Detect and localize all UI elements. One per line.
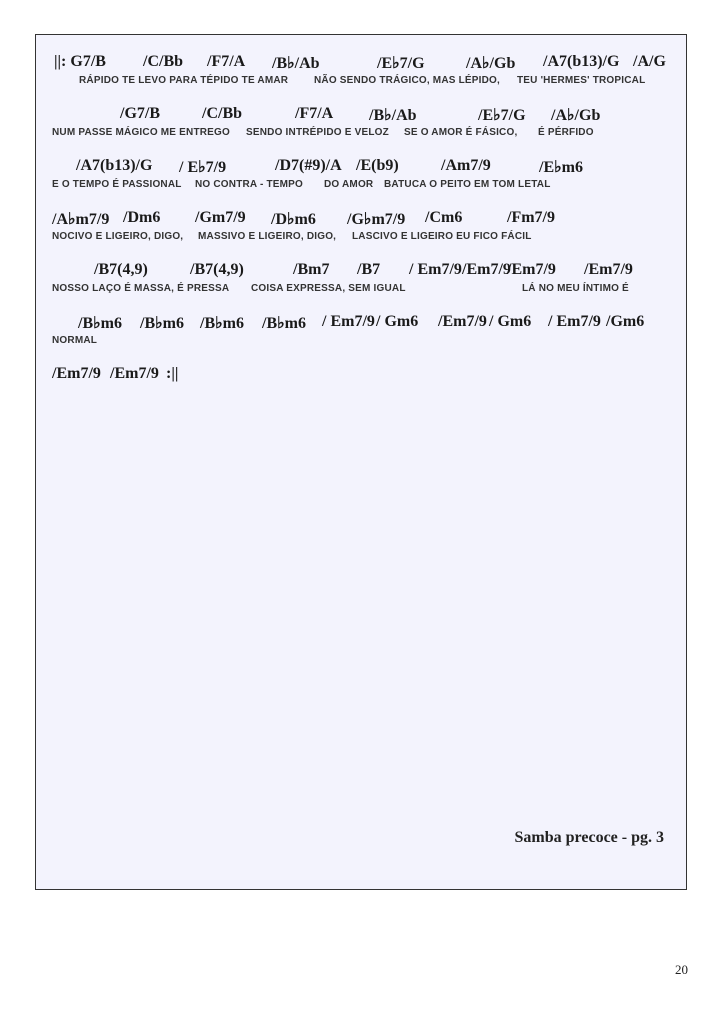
lyric: NORMAL xyxy=(52,335,98,346)
lyric: NOCIVO E LIGEIRO, DIGO, xyxy=(52,231,184,242)
lyric: MASSIVO E LIGEIRO, DIGO, xyxy=(198,231,337,242)
chord: /F7/A xyxy=(207,53,246,70)
lyric: NOSSO LAÇO É MASSA, É PRESSA xyxy=(52,283,230,294)
system-7 xyxy=(36,365,686,387)
lyric: TEU 'HERMES' TROPICAL xyxy=(517,75,646,86)
page-number: 20 xyxy=(675,962,688,977)
chord: /E(b9) xyxy=(356,157,399,174)
chord: /E♭7/G xyxy=(377,55,425,72)
page-footer-title: Samba precoce - pg. 3 xyxy=(514,829,664,846)
chord: /B7 xyxy=(357,261,381,278)
lyric: SENDO INTRÉPIDO E VELOZ xyxy=(246,127,389,138)
chord: /B♭/Ab xyxy=(272,55,320,72)
chord: /G♭m7/9 xyxy=(347,211,406,228)
lyric: NUM PASSE MÁGICO ME ENTREGO xyxy=(52,127,231,138)
chord: / Em7/9 xyxy=(322,313,375,330)
system-2 xyxy=(36,105,686,141)
lyric: DO AMOR xyxy=(324,179,374,190)
chord: /B♭m6 xyxy=(262,315,306,332)
lyric: RÁPIDO TE LEVO PARA TÉPIDO TE AMAR xyxy=(79,75,289,86)
lyric: LÁ NO MEU ÍNTIMO É xyxy=(522,283,629,294)
chord: :|| xyxy=(166,365,179,382)
chord: /E♭m6 xyxy=(539,159,583,176)
chord: ||: G7/B xyxy=(54,53,106,70)
chord: /B7(4,9) xyxy=(94,261,148,278)
chord: /A/G xyxy=(633,53,666,70)
chord: / Em7/9 xyxy=(548,313,601,330)
system-6 xyxy=(36,313,686,349)
chord: /B7(4,9) xyxy=(190,261,244,278)
chord: /E♭7/G xyxy=(478,107,526,124)
chord: / Gm6 xyxy=(376,313,419,330)
chord: /Em7/9 xyxy=(438,313,487,330)
chord: /B♭m6 xyxy=(200,315,244,332)
chord: / E♭7/9 xyxy=(179,159,227,176)
chord: / Gm6 xyxy=(489,313,532,330)
lyric: É PÉRFIDO xyxy=(538,127,594,138)
chord: /Gm6 xyxy=(606,313,645,330)
chord: /Em7/9 xyxy=(584,261,633,278)
system-4 xyxy=(36,209,686,245)
lyric: LASCIVO E LIGEIRO EU FICO FÁCIL xyxy=(352,231,532,242)
chord: /Em7/9 xyxy=(462,261,511,278)
chord: /Fm7/9 xyxy=(507,209,555,226)
chord: /Dm6 xyxy=(123,209,161,226)
lyric: NO CONTRA - TEMPO xyxy=(195,179,304,190)
chord: /Cm6 xyxy=(425,209,463,226)
chord: /A7(b13)/G xyxy=(76,157,153,174)
system-1 xyxy=(36,53,686,89)
system-3 xyxy=(36,157,686,193)
chord: /C/Bb xyxy=(143,53,184,70)
chord: /A♭m7/9 xyxy=(52,211,110,228)
lyric: E O TEMPO É PASSIONAL xyxy=(52,179,182,190)
chord: /Em7/9 xyxy=(507,261,556,278)
chord: /Em7/9 xyxy=(52,365,101,382)
chord: /Gm7/9 xyxy=(195,209,246,226)
chord: /D♭m6 xyxy=(271,211,316,228)
system-5 xyxy=(36,261,686,297)
chord: /A7(b13)/G xyxy=(543,53,620,70)
chord: /C/Bb xyxy=(202,105,243,122)
lyric: COISA EXPRESSA, SEM IGUAL xyxy=(251,283,406,294)
chord: /D7(#9)/A xyxy=(275,157,342,174)
lyric: BATUCA O PEITO EM TOM LETAL xyxy=(384,179,551,190)
chord: /Am7/9 xyxy=(441,157,491,174)
score-frame xyxy=(35,34,687,890)
chord: /B♭m6 xyxy=(78,315,122,332)
chord: /B♭/Ab xyxy=(369,107,417,124)
chord: /G7/B xyxy=(120,105,161,122)
chord: /A♭/Gb xyxy=(466,55,516,72)
chord: / Em7/9 xyxy=(409,261,462,278)
chord: /Em7/9 xyxy=(110,365,159,382)
chord: /B♭m6 xyxy=(140,315,184,332)
lyric: NÃO SENDO TRÁGICO, MAS LÉPIDO, xyxy=(314,75,501,86)
lyric: SE O AMOR É FÁSICO, xyxy=(404,127,518,138)
chord: /A♭/Gb xyxy=(551,107,601,124)
chord: /F7/A xyxy=(295,105,334,122)
chord: /Bm7 xyxy=(293,261,330,278)
